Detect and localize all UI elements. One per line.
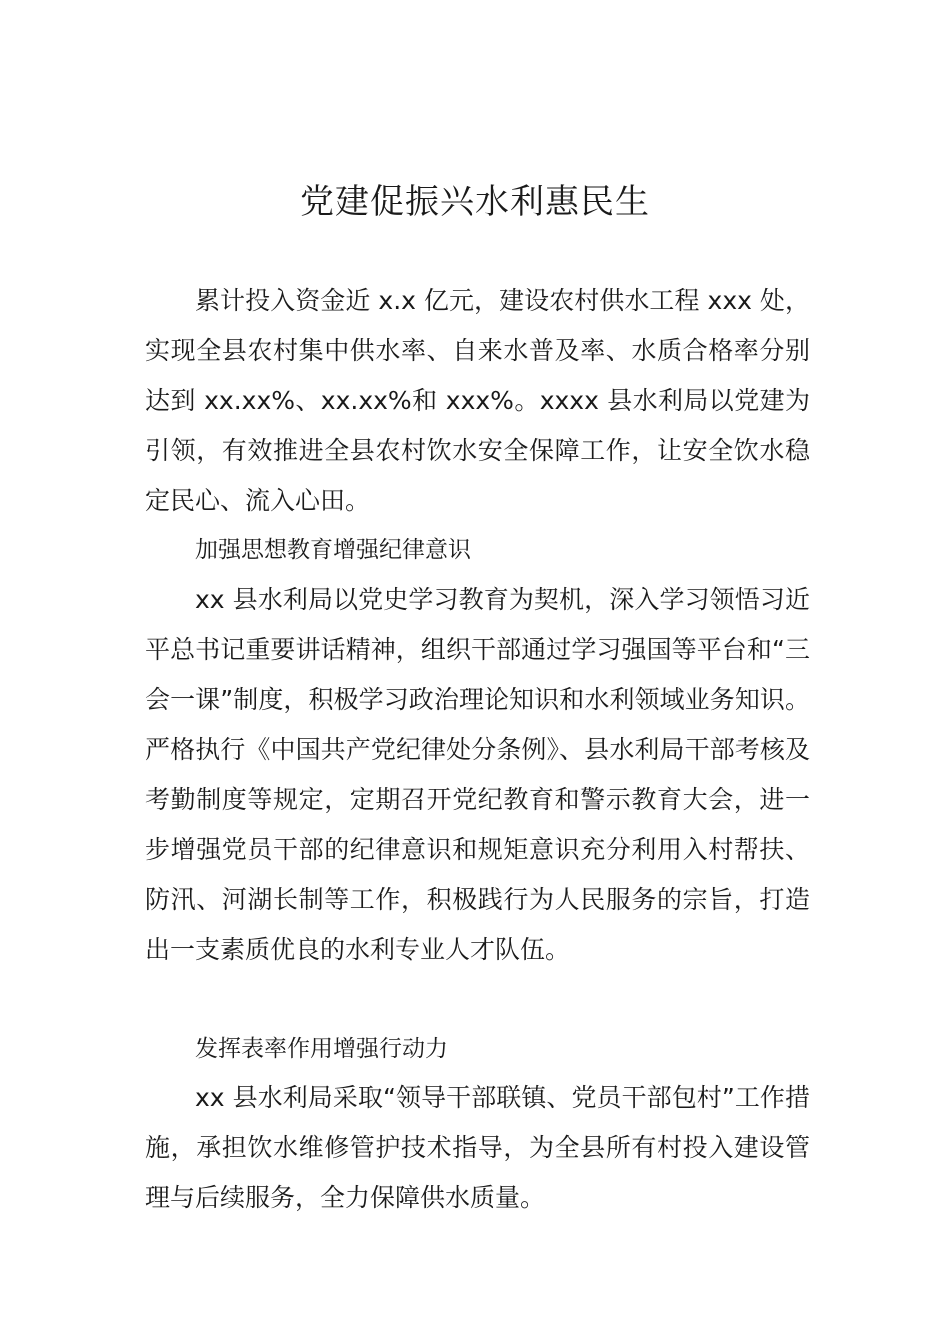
section-heading-discipline: 加强思想教育增强纪律意识 (195, 537, 471, 563)
paragraph-action: xx 县水利局采取“领导干部联镇、党员干部包村”工作措施，承担饮水维修管护技术指导，为全县所有村投入建设管理与后续服务，全力保障供水质量。 (145, 1083, 810, 1212)
paragraph-intro: 累计投入资金近 x.x 亿元，建设农村供水工程 xxx 处，实现全县农村集中供水率、自来水普及率、水质合格率分别达到 xx.xx%、xx.xx%和 xxx%。xxxx 县水利局以党建为引领，有效推进全县农村饮水安全保障工作，让安全饮水稳定民心、流入心田。 (145, 286, 810, 515)
document-title: 党建促振兴水利惠民生 (300, 182, 650, 222)
section-heading-action: 发挥表率作用增强行动力 (195, 1036, 448, 1062)
paragraph-discipline: xx 县水利局以党史学习教育为契机，深入学习领悟习近平总书记重要讲话精神，组织干部通过学习强国等平台和“三会一课”制度，积极学习政治理论知识和水利领域业务知识。严格执行《中国共产党纪律处分条例》、县水利局干部考核及考勤制度等规定，定期召开党纪教育和警示教育大会，进一步增强党员干部的纪律意识和规矩意识充分利用入村帮扶、防汛、河湖长制等工作，积极践行为人民服务的宗旨，打造出一支素质优良的水利专业人才队伍。 (145, 585, 810, 964)
